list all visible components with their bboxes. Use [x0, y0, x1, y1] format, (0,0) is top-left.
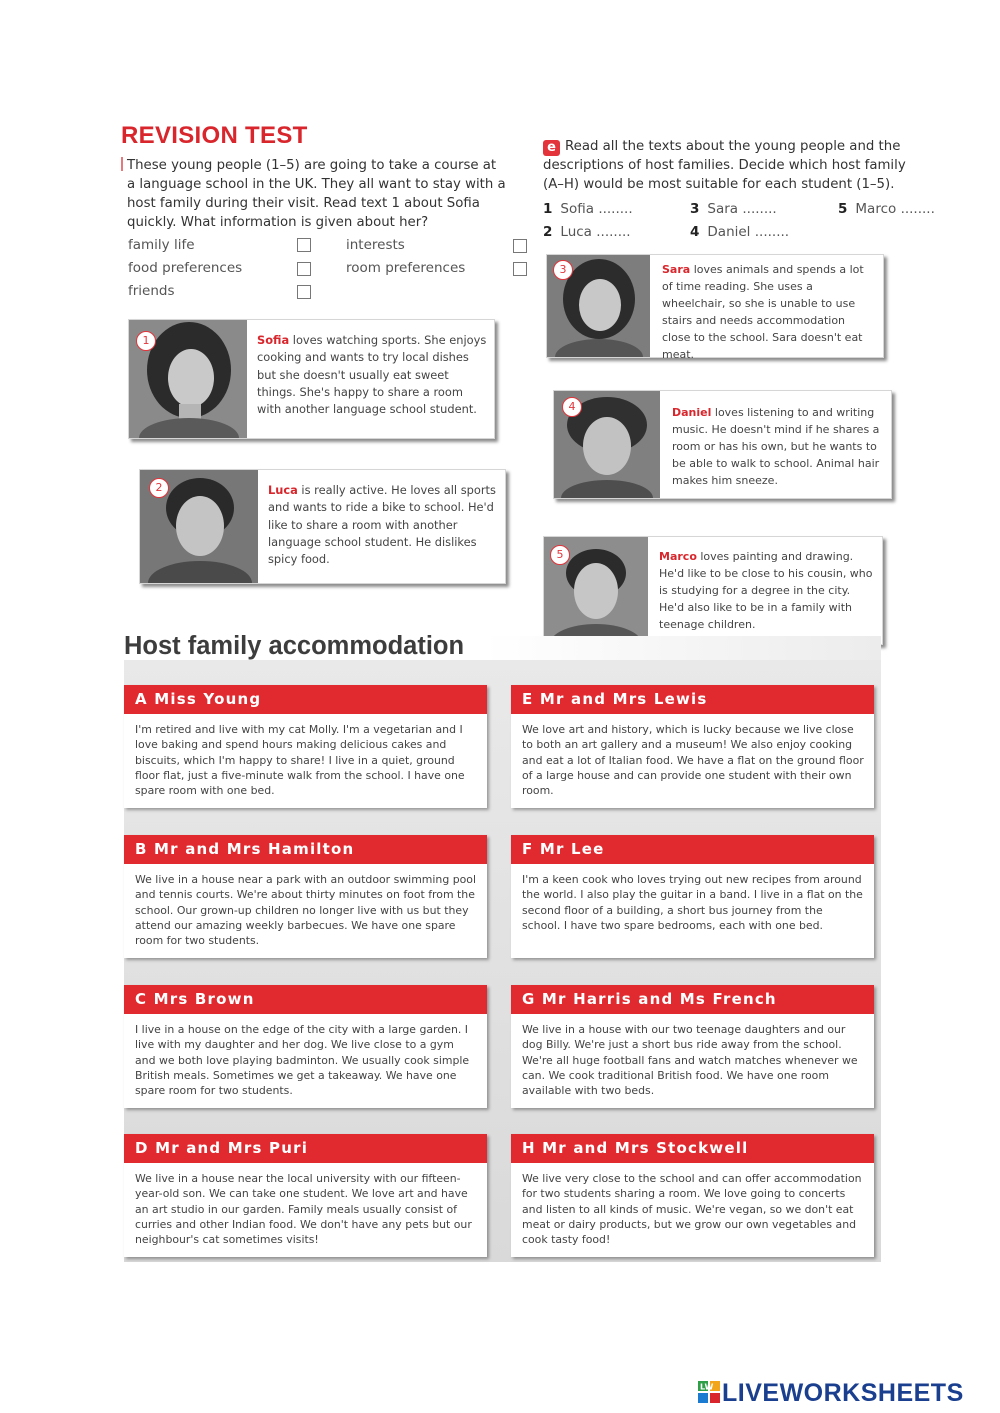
- host-family-heading: C Mrs Brown: [124, 985, 487, 1014]
- host-family-b: [124, 835, 487, 958]
- host-family-g: [511, 985, 874, 1108]
- student-card-daniel: [553, 390, 892, 499]
- host-family-d: [124, 1134, 487, 1257]
- checklist-label-family-life: family life: [128, 237, 195, 253]
- checklist-label-interests: interests: [346, 237, 405, 253]
- student-card-sofia: [128, 319, 495, 439]
- checkbox-family-life[interactable]: [297, 238, 311, 252]
- host-family-text: I'm retired and live with my cat Molly. I'm a vegetarian and I love baking and spend hours making delicious cakes and biscuits, which I'm happy to share! I live in a quiet, ground floor flat, just a five-minute walk from the school. I have one spare room with one bed.: [135, 723, 465, 798]
- host-family-c: [124, 985, 487, 1108]
- host-family-h: [511, 1134, 874, 1257]
- host-family-heading: D Mr and Mrs Puri: [124, 1134, 487, 1163]
- host-family-e: [511, 685, 874, 808]
- host-family-text: We live in a house near the local university with our fifteen-year-old son. We can take one student. We love art and have an art studio in our garden. Family meals usually consist of curries and other Indian food. We don't have any pets but our neighbour's cat sometimes visits!: [135, 1172, 472, 1247]
- answer-sara: 3 Sara ........: [690, 201, 777, 217]
- answer-blank-marco[interactable]: ........: [900, 201, 935, 217]
- host-family-text: We love art and history, which is lucky because we live close to both an art gallery and a museum! We also enjoy cooking and eat a lot of Italian food. We have a flat on the ground floor of a large house and can provide one student with their own room.: [522, 723, 864, 798]
- student-text-luca: Luca is really active. He loves all sports and wants to ride a bike to school. He'd like to share a room with another language school student. He dislikes spicy food.: [268, 483, 496, 567]
- host-section-band: [485, 636, 881, 662]
- student-card-luca: [139, 469, 506, 584]
- host-family-text: We live in a house near a park with an outdoor swimming pool and tennis courts. We're about thirty minutes on foot from the school. Our grown-up children no longer live with us but they attend our amazing weekly barbecues. We have one spare room for two students.: [135, 873, 476, 948]
- host-family-text: I live in a house on the edge of the city with a large garden. I live with my daughter and her dog. We live close to a gym and we both love playing badminton. We usually cook simple British meals. Sometimes we get a takeaway. We have one spare room for two students.: [135, 1023, 470, 1098]
- answer-blank-luca[interactable]: ........: [596, 224, 631, 240]
- host-family-f: [511, 835, 874, 958]
- task-instruction: Read all the texts about the young people and the descriptions of host families. Decide which host family (A–H) would be most suitable for each student (1–5).: [543, 139, 906, 192]
- checklist-label-room-preferences: room preferences: [346, 260, 466, 276]
- checkbox-interests[interactable]: [513, 239, 527, 253]
- student-number-4: 4: [562, 397, 582, 417]
- host-family-text: We live very close to the school and can offer accommodation for two students sharing a room. We love going to concerts and listen to all kinds of music. We're vegan, so we don't eat meat or dairy products, but we grow our own vegetables and cook tasty food!: [522, 1172, 862, 1247]
- host-family-text: We live in a house with our two teenage daughters and our dog Billy. We're just a short bus ride away from the school. We're all huge football fans and watch matches whenever we can. We cook traditional British food. We have one room available with two beds.: [522, 1023, 858, 1098]
- checklist-label-friends: friends: [128, 283, 175, 299]
- student-card-sara: [546, 254, 884, 361]
- host-family-heading: G Mr Harris and Ms French: [511, 985, 874, 1014]
- page-title: REVISION TEST: [121, 122, 308, 149]
- host-section-title: Host family accommodation: [124, 632, 465, 660]
- checkbox-friends[interactable]: [297, 285, 311, 299]
- host-family-heading: F Mr Lee: [511, 835, 874, 864]
- student-number-5: 5: [550, 545, 570, 565]
- host-family-a: [124, 685, 487, 808]
- student-card-marco: [543, 536, 883, 645]
- student-text-daniel: Daniel loves listening to and writing music. He doesn't mind if he shares a room or has his own, but he wants to be able to walk to school. Animal hair makes him sneeze.: [672, 406, 880, 487]
- checkbox-room-preferences[interactable]: [513, 262, 527, 276]
- checkbox-food-preferences[interactable]: [297, 262, 311, 276]
- student-number-3: 3: [553, 260, 573, 280]
- student-text-marco: Marco loves painting and drawing. He'd like to be close to his cousin, who is studying for a degree in the city. He'd also like to be in a family with teenage children.: [659, 550, 873, 631]
- student-number-2: 2: [149, 478, 169, 498]
- liveworksheets-logo-icon: [698, 1381, 720, 1403]
- host-family-heading: A Miss Young: [124, 685, 487, 714]
- liveworksheets-brand[interactable]: LIVEWORKSHEETS: [722, 1379, 964, 1407]
- answer-blank-daniel[interactable]: ........: [754, 224, 790, 240]
- answer-daniel: 4 Daniel ........: [690, 224, 790, 240]
- answer-marco: 5 Marco ........: [838, 201, 935, 217]
- student-number-1: 1: [136, 331, 156, 351]
- answer-luca: 2 Luca ........: [543, 224, 631, 240]
- answer-sofia: 1 Sofia ........: [543, 201, 633, 217]
- task-letter-badge: e: [543, 140, 560, 156]
- answer-blank-sofia[interactable]: ........: [598, 201, 633, 217]
- student-text-sofia: Sofia loves watching sports. She enjoys cooking and wants to try local dishes but she doesn't usually eat sweet things. She's happy to share a room with another language school student.: [257, 333, 487, 417]
- checklist-label-food-preferences: food preferences: [128, 260, 243, 276]
- host-family-heading: H Mr and Mrs Stockwell: [511, 1134, 874, 1163]
- intro-marker: [121, 157, 123, 171]
- answer-blank-sara[interactable]: ........: [742, 201, 777, 217]
- host-family-text: I'm a keen cook who loves trying out new recipes from around the world. I also play the guitar in a band. I live in a flat on the second floor of a building, a short bus journey from the school. I have two spare bedrooms, each with one bed.: [522, 873, 863, 932]
- task-instruction-block: [543, 137, 923, 194]
- host-family-heading: E Mr and Mrs Lewis: [511, 685, 874, 714]
- svg-text:LW: LW: [700, 1382, 714, 1392]
- host-family-heading: B Mr and Mrs Hamilton: [124, 835, 487, 864]
- intro-text: These young people (1–5) are going to take a course at a language school in the UK. They all want to stay with a host family during their visit. Read text 1 about Sofia quickly. What information is given about her?: [127, 158, 506, 230]
- student-text-sara: Sara loves animals and spends a lot of time reading. She uses a wheelchair, so she is unable to use stairs and needs accommodation close to the school. Sara doesn't eat meat.: [662, 263, 864, 361]
